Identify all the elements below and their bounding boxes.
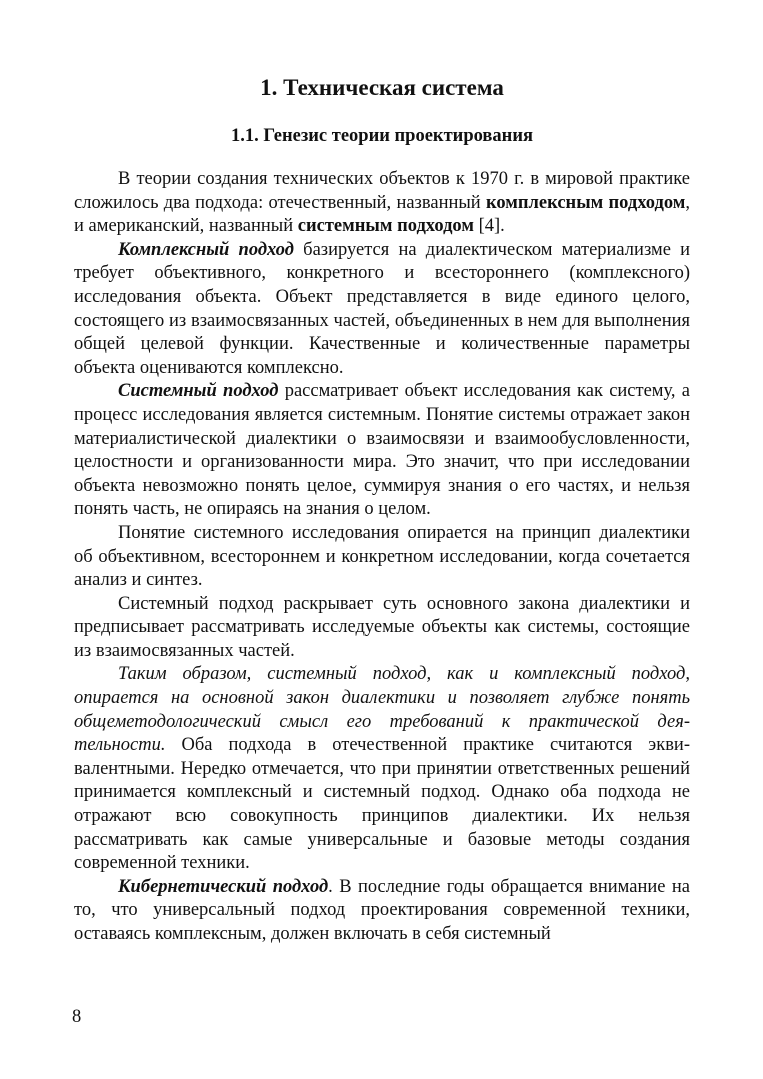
p3-term: Системный подход xyxy=(118,381,279,402)
document-page xyxy=(74,74,690,947)
paragraph-1 xyxy=(74,168,690,239)
paragraph-2 xyxy=(74,239,690,381)
p3-text: рассматривает объект исследования как систему, а процесс исследования является системным. Понятие системы отражает закон материалистической диалектики о взаимосвязи и взаимообусловленности, целостности и организованности мира. Это значит, что при исследовании объекта невозможно понять целое, суммируя знания о его частях, и нельзя понять часть, не опираясь на знания о целом. xyxy=(74,381,690,520)
p1-text-c: , и американский, названный xyxy=(74,192,690,237)
paragraph-7 xyxy=(74,876,690,947)
p7-term: Кибернетический подход xyxy=(118,876,329,897)
p1-text-e: [4]. xyxy=(473,216,505,237)
p1-text-a: В теории создания технических объектов к 1970 г. в мировой практике сложилось два подхода: отечественный, названный xyxy=(74,169,690,213)
term-system-approach: системным подходом xyxy=(297,216,474,237)
paragraph-5: Системный подход раскрывает суть основного закона диалектики и предписывает рассматривать исследуемые объекты как системы, состоящие из взаимосвязанных частей. xyxy=(74,593,690,661)
term-complex-approach: комплексным подходом xyxy=(485,192,686,213)
p7-text: . В последние годы обращается внимание на то, что универсальный подход проектирования современной техники, оставаясь комплексным, должен включать в себя системный xyxy=(74,876,690,944)
p2-term: Комплексный подход xyxy=(118,239,294,260)
p6-italic-text: Таким образом, системный подход, как и комплексный подход, опирается на основной закон диалектики и позволяет глубже понять общеметодологический смысл его требований к практической деятельности. xyxy=(74,664,690,756)
p2-text: базируется на диалектическом материализме и требует объективного, конкретного и всестороннего (комплексного) исследования объекта. Объект представляется в виде единого целого, состоящего из взаимосвязанных частей, объединенных в нем для выполнения общей целевой функции. Качественные и количественные параметры объекта оцениваются комплексно. xyxy=(74,239,691,378)
paragraph-4: Понятие системного исследования опирается на принцип диалектики об объективном, всестороннем и конкретном исследовании, когда сочетается анализ и синтез. xyxy=(74,522,690,591)
paragraph-6 xyxy=(74,663,690,875)
paragraph-3 xyxy=(74,380,690,522)
p6-text: Оба подхода в отечественной практике считаются эквивалентными. Нередко отмечается, что при принятии ответственных решений принимается комплексный и системный подход. Однако оба подхода не отражают всю совокупность принципов диалектики. Их нельзя рассматривать как самые универсальные и базовые методы создания современной техники. xyxy=(74,735,690,874)
page-number: 8 xyxy=(72,1007,82,1027)
chapter-title: 1. Техническая система xyxy=(260,75,504,100)
section-title: 1.1. Генезис теории проектирования xyxy=(231,126,533,146)
